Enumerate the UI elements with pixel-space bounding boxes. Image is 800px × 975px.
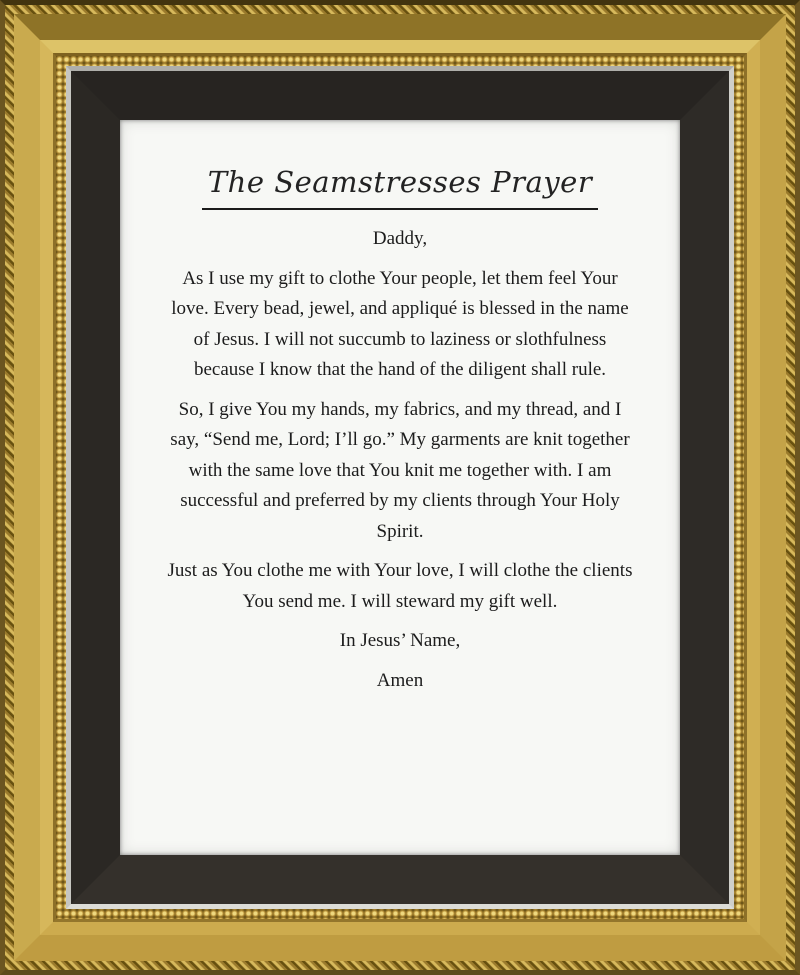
prayer-paragraph-3: Just as You clothe me with Your love, I will clothe the clients You send me. I will steward my gift well. [167, 560, 633, 612]
prayer-amen: Amen [376, 669, 424, 691]
frame-beading [56, 56, 744, 919]
mat-board [71, 71, 729, 904]
paper-sheet [120, 120, 680, 855]
prayer-title: The Seamstresses Prayer [202, 162, 598, 210]
prayer-salutation: Daddy, [372, 228, 428, 249]
frame-fillet [66, 66, 734, 909]
frame-inner-band [40, 40, 760, 935]
frame-groove [53, 53, 747, 922]
prayer-paragraph-2: So, I give You my hands, my fabrics, and my thread, and I say, “Send me, Lord; I’ll go.” My garments are knit together with the same love that You knit me together with. I am successful and preferred by my clients through Your Holy Spirit. [170, 398, 630, 542]
frame-rope-band [5, 5, 795, 970]
prayer-paragraph-1: As I use my gift to clothe Your people, let them feel Your love. Every bead, jewel, and appliqué is blessed in the name of Jesus. I will not succumb to laziness or slothfulness because I know that the hand of the diligent shall rule. [171, 267, 629, 380]
frame-bevel [14, 14, 786, 961]
prayer-closing: In Jesus’ Name, [339, 630, 461, 651]
